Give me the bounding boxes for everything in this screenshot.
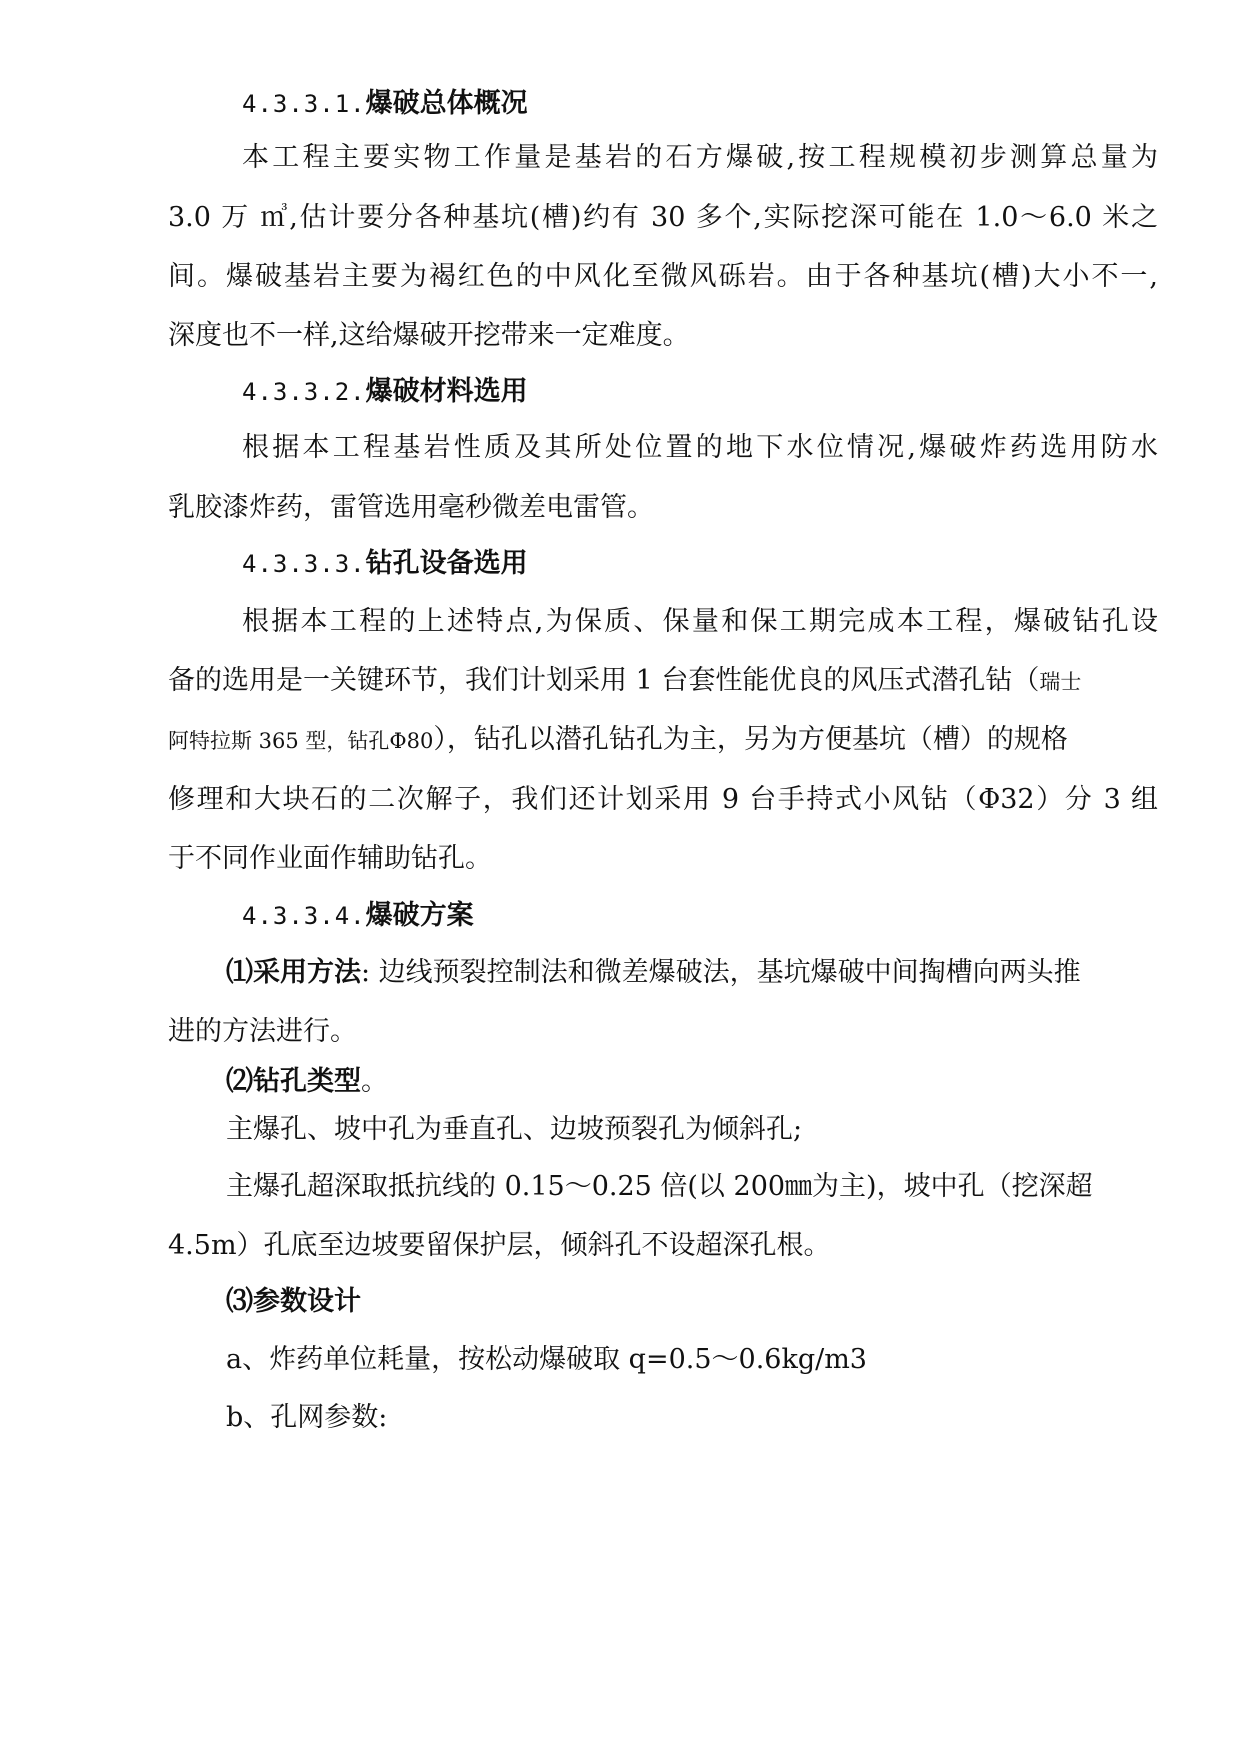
section-title: 钻孔设备选用 xyxy=(365,548,528,579)
section-number: 4.3.3.3. xyxy=(242,550,366,578)
section-number: 4.3.3.1. xyxy=(242,90,366,118)
method-line xyxy=(226,955,1158,991)
paragraph-line: 间。爆破基岩主要为褐红色的中风化至微风砾岩。由于各种基坑(槽)大小不一, xyxy=(168,261,1158,292)
section-title: 爆破材料选用 xyxy=(365,376,528,407)
section-heading-4-3-3-3 xyxy=(242,546,528,582)
text-run: ），钻孔以潜孔钻孔为主，另为方便基坑（槽）的规格 xyxy=(433,724,1068,755)
paragraph-line: 主爆孔超深取抵抗线的 0.15～0.25 倍(以 200㎜为主)，坡中孔（挖深超 xyxy=(226,1171,1093,1202)
text-run-small: 阿特拉斯 365 型，钻孔Φ80 xyxy=(168,729,434,753)
parameter-design-heading: ⑶参数设计 xyxy=(226,1286,361,1317)
paragraph-line: 3.0 万 ㎥,估计要分各种基坑(槽)约有 30 多个,实际挖深可能在 1.0～6.0 米之 xyxy=(168,202,1158,233)
drill-type-label: ⑵钻孔类型 xyxy=(226,1066,361,1097)
section-number: 4.3.3.2. xyxy=(242,378,366,406)
paragraph-line: 主爆孔、坡中孔为垂直孔、边坡预裂孔为倾斜孔; xyxy=(226,1114,803,1145)
paragraph-line: b、孔网参数: xyxy=(226,1402,388,1433)
text-run: 备的选用是一关键环节，我们计划采用 1 台套性能优良的风压式潜孔钻（ xyxy=(168,665,1040,696)
paragraph-line xyxy=(168,722,1158,759)
method-label: ⑴采用方法 xyxy=(226,957,361,988)
paragraph-line: 根据本工程基岩性质及其所处位置的地下水位情况,爆破炸药选用防水 xyxy=(242,432,1158,463)
drill-type-heading xyxy=(226,1064,1158,1100)
drill-type-tail: 。 xyxy=(361,1066,388,1097)
section-heading-4-3-3-4 xyxy=(242,898,474,934)
paragraph-line: 进的方法进行。 xyxy=(168,1016,357,1047)
section-heading-4-3-3-2 xyxy=(242,374,528,410)
paragraph-line: 乳胶漆炸药，雷管选用毫秒微差电雷管。 xyxy=(168,492,654,523)
paragraph-line: 深度也不一样,这给爆破开挖带来一定难度。 xyxy=(168,320,690,351)
paragraph-line: 根据本工程的上述特点,为保质、保量和保工期完成本工程，爆破钻孔设 xyxy=(242,606,1158,637)
paragraph-line: 4.5m）孔底至边坡要留保护层，倾斜孔不设超深孔根。 xyxy=(168,1230,831,1261)
section-title: 爆破方案 xyxy=(365,900,474,931)
paragraph-line xyxy=(168,663,1158,700)
section-number: 4.3.3.4. xyxy=(242,902,366,930)
section-title: 爆破总体概况 xyxy=(365,88,528,119)
section-heading-4-3-3-1 xyxy=(242,86,528,122)
paragraph-line: 于不同作业面作辅助钻孔。 xyxy=(168,843,492,874)
paragraph-line: a、炸药单位耗量，按松动爆破取 q=0.5～0.6kg/m3 xyxy=(226,1344,867,1375)
method-text: : 边线预裂控制法和微差爆破法，基坑爆破中间掏槽向两头推 xyxy=(361,957,1081,988)
text-run-small: 瑞士 xyxy=(1039,670,1082,694)
paragraph-line: 本工程主要实物工作量是基岩的石方爆破,按工程规模初步测算总量为 xyxy=(242,142,1158,173)
paragraph-line: 修理和大块石的二次解子，我们还计划采用 9 台手持式小风钻（Φ32）分 3 组 xyxy=(168,784,1158,815)
